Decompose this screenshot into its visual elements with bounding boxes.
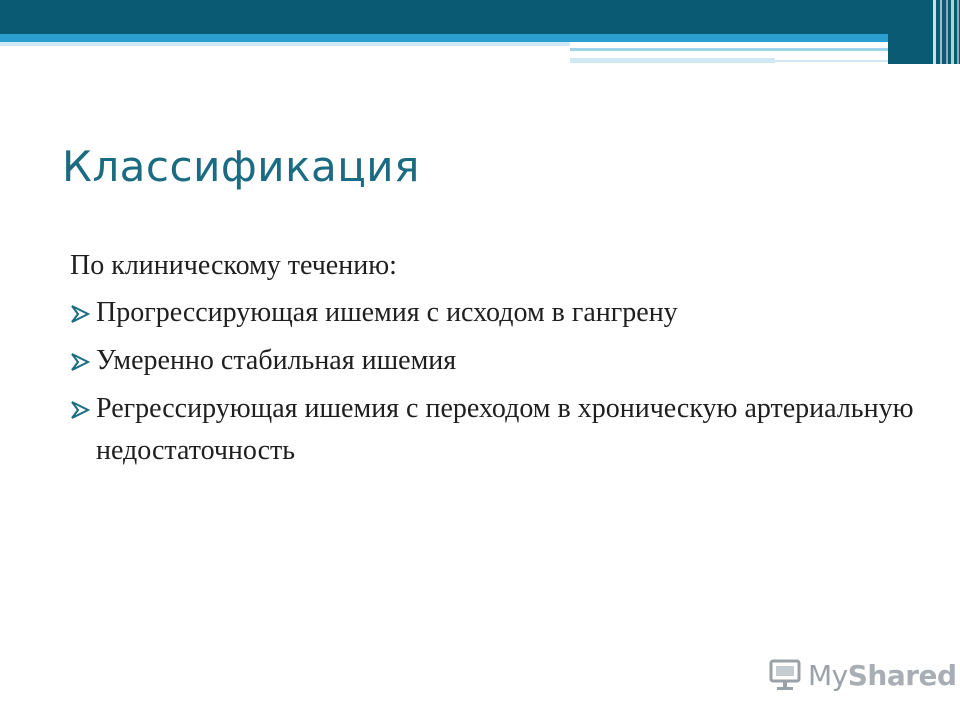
top-decorative-band — [0, 0, 960, 64]
bullet-text: Регрессирующая ишемия с переходом в хроническую артериальную недостаточность — [96, 393, 914, 466]
bullet-item-progressive — [70, 292, 930, 334]
bullet-list — [70, 292, 930, 472]
watermark-prefix: My — [808, 658, 848, 692]
arrow-bullet-icon — [70, 400, 90, 420]
myshared-watermark — [768, 655, 957, 695]
watermark-text — [808, 659, 957, 692]
bullet-text: Прогрессирующая ишемия с исходом в гангрену — [96, 297, 678, 328]
slide-content — [70, 246, 930, 478]
bullet-text: Умеренно стабильная ишемия — [96, 345, 457, 376]
bullet-item-stable — [70, 340, 930, 382]
arrow-bullet-icon — [70, 304, 90, 324]
bullet-item-regressive — [70, 388, 930, 472]
arrow-bullet-icon — [70, 352, 90, 372]
watermark-suffix: Shared — [847, 658, 957, 692]
projector-screen-icon — [768, 658, 802, 692]
slide-title: Классификация — [62, 142, 420, 191]
intro-text: По клиническому течению: — [70, 250, 397, 281]
